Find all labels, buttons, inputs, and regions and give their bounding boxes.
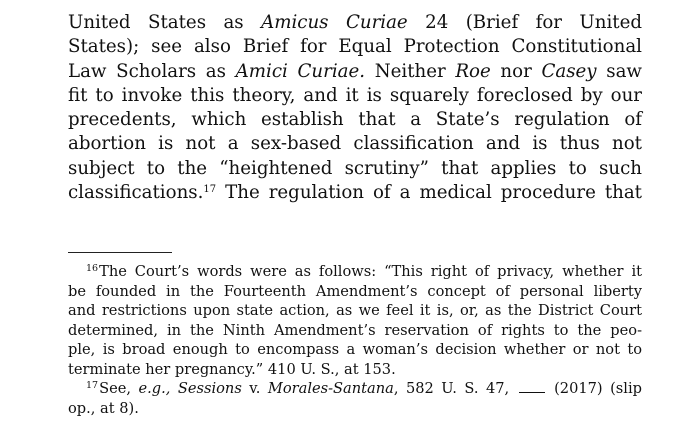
text-line-2: States); see also Brief for Equal Protection Constitutional xyxy=(68,36,642,58)
footnote-17-line-2: op., at 8). xyxy=(68,399,139,417)
text-line-5: precedents, which establish that a State’s regulation of xyxy=(68,109,642,131)
text-line-6: abortion is not a sex-based classification and is thus not xyxy=(68,133,642,155)
footnote-16-line-4: determined, in the Ninth Amendment’s reservation of rights to the peo- xyxy=(68,321,642,339)
footnote-16-line-2: be founded in the Fourteenth Amendment’s concept of personal liberty xyxy=(68,282,642,300)
footnote-16 xyxy=(68,262,642,379)
footnotes-block xyxy=(68,262,642,418)
footnote-divider xyxy=(68,252,172,253)
text-line-8: classifications.$^{17}$ The regulation of a medical procedure that xyxy=(68,182,642,204)
footnote-17-number: 17 xyxy=(86,380,99,391)
blank-page-line xyxy=(519,380,545,393)
main-text-block xyxy=(68,11,642,205)
body-paragraph xyxy=(68,11,642,205)
footnote-16-line-3: and restrictions upon state action, as we feel it is, or, as the District Court xyxy=(68,302,642,319)
text-line-3: Law Scholars as Amici Curiae. Neither Roe nor Casey saw xyxy=(68,60,642,82)
footnote-16-number: 16 xyxy=(86,263,99,274)
footnote-ref-17[interactable]: 17 xyxy=(203,184,217,196)
footnote-17-line-1: $^{17}$See, e.g., Sessions v. Morales-Santana, 582 U. S. 47, (2017) (slip xyxy=(86,380,642,397)
footnote-17 xyxy=(68,379,642,418)
text-line-4: fit to invoke this theory, and it is squarely foreclosed by our xyxy=(68,84,642,106)
footnote-16-line-1: $^{16}$The Court’s words were as follows: “This right of privacy, whether it xyxy=(86,263,642,280)
text-line-7: subject to the “heightened scrutiny” that applies to such xyxy=(68,157,642,179)
footnote-16-line-5: ple, is broad enough to encompass a woman’s decision whether or not to xyxy=(68,341,642,358)
footnote-16-line-6: terminate her pregnancy.” 410 U. S., at 153. xyxy=(68,360,396,378)
text-line-1: United States as Amicus Curiae 24 (Brief for United xyxy=(68,12,642,33)
